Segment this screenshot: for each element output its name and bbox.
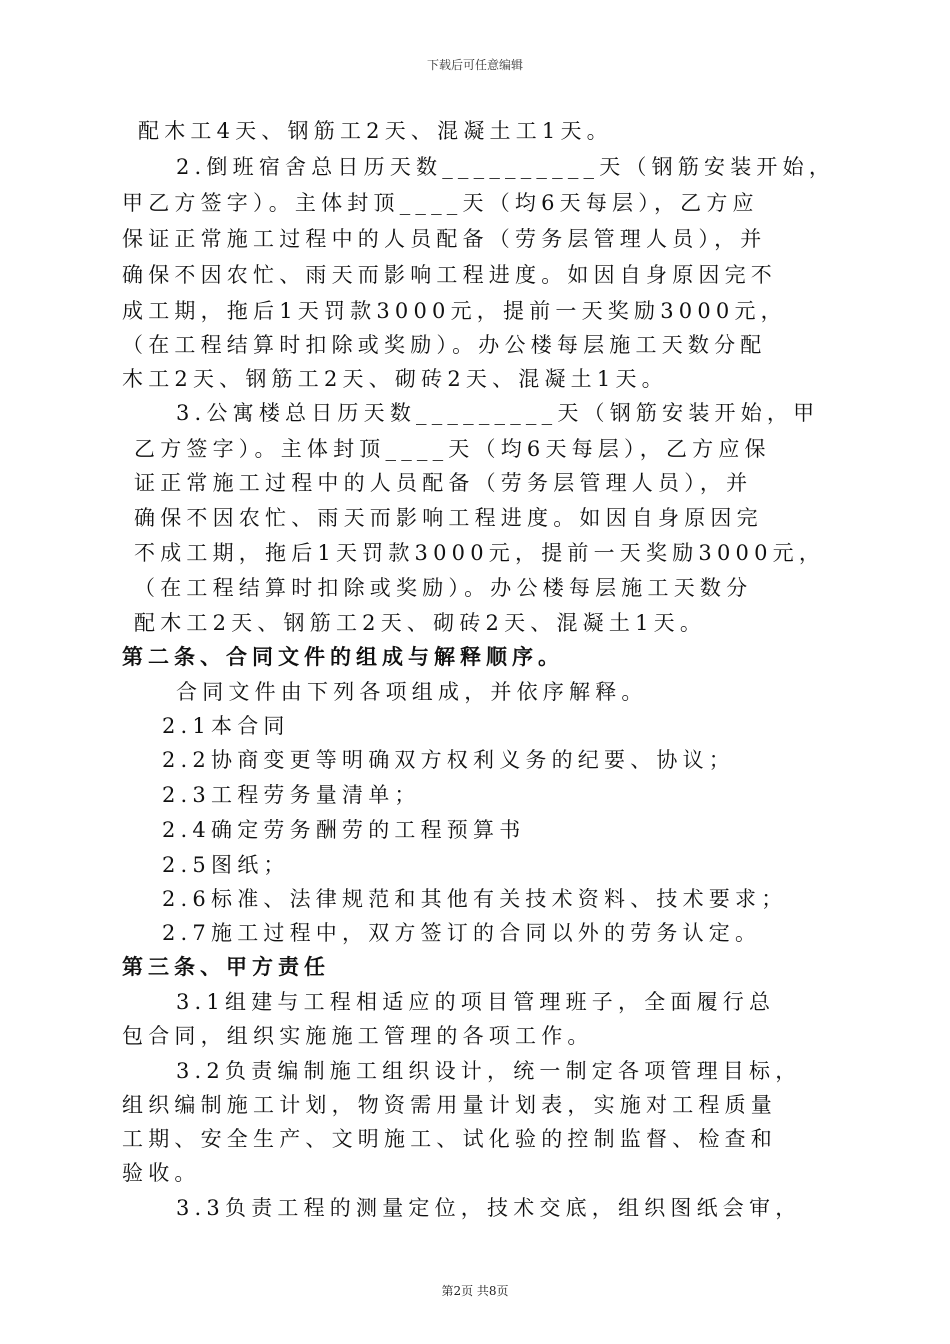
page-footer: 第2页 共8页 [441,1284,509,1298]
list-item: 2.3工程劳务量清单； [162,783,421,807]
text-line: 保证正常施工过程中的人员配备（劳务层管理人员），并 [122,227,767,251]
text-line: （在工程结算时扣除或奖励）。办公楼每层施工天数分配 [122,333,767,357]
list-item: 2.2协商变更等明确双方权利义务的纪要、协议； [162,748,735,772]
text-line: 工期、安全生产、文明施工、试化验的控制监督、检查和 [122,1127,777,1151]
text-line: 3.3负责工程的测量定位，技术交底，组织图纸会审， [176,1196,802,1220]
text-line: 3.公寓楼总日历天数_________天（钢筋安装开始，甲 [176,401,820,425]
text-line: 配木工4天、钢筋工2天、混凝土工1天。 [138,119,613,143]
text-line: 确保不因农忙、雨天而影响工程进度。如因自身原因完 [134,506,763,530]
text-line: 3.2负责编制施工组织设计，统一制定各项管理目标， [176,1059,802,1083]
text-line: 甲乙方签字）。主体封顶____天（均6天每层），乙方应 [122,191,759,215]
list-item: 2.4确定劳务酬劳的工程预算书 [162,818,526,842]
text-line: 证正常施工过程中的人员配备（劳务层管理人员），并 [134,471,753,495]
list-item: 2.7施工过程中，双方签订的合同以外的劳务认定。 [162,921,762,945]
text-line: 3.1组建与工程相适应的项目管理班子，全面履行总 [176,990,776,1014]
list-item: 2.5图纸； [162,853,290,877]
text-line: 包合同，组织实施施工管理的各项工作。 [122,1024,594,1048]
text-line: 组织编制施工计划，物资需用量计划表，实施对工程质量 [122,1093,777,1117]
list-item: 2.6标准、法律规范和其他有关技术资料、技术要求； [162,887,788,911]
section-heading: 第三条、甲方责任 [122,954,330,979]
text-line: 验收。 [122,1161,201,1185]
text-line: 乙方签字）。主体封顶____天（均6天每层），乙方应保 [134,437,771,461]
text-line: 不成工期，拖后1天罚款3000元，提前一天奖励3000元， [134,541,826,565]
text-line: 木工2天、钢筋工2天、砌砖2天、混凝土1天。 [122,367,668,391]
text-line: （在工程结算时扣除或奖励）。办公楼每层施工天数分 [134,576,753,600]
text-line: 成工期，拖后1天罚款3000元，提前一天奖励3000元， [122,299,787,323]
page-header: 下载后可任意编辑 [426,58,523,72]
section-heading: 第二条、合同文件的组成与解释顺序。 [122,644,564,669]
list-item: 2.1本合同 [162,714,290,738]
text-line: 配木工2天、钢筋工2天、砌砖2天、混凝土1天。 [134,611,707,635]
text-line: 合同文件由下列各项组成，并依序解释。 [176,680,648,704]
text-line: 确保不因农忙、雨天而影响工程进度。如因自身原因完不 [122,263,777,287]
text-line: 2.倒班宿舍总日历天数__________天（钢筋安装开始， [176,155,836,179]
